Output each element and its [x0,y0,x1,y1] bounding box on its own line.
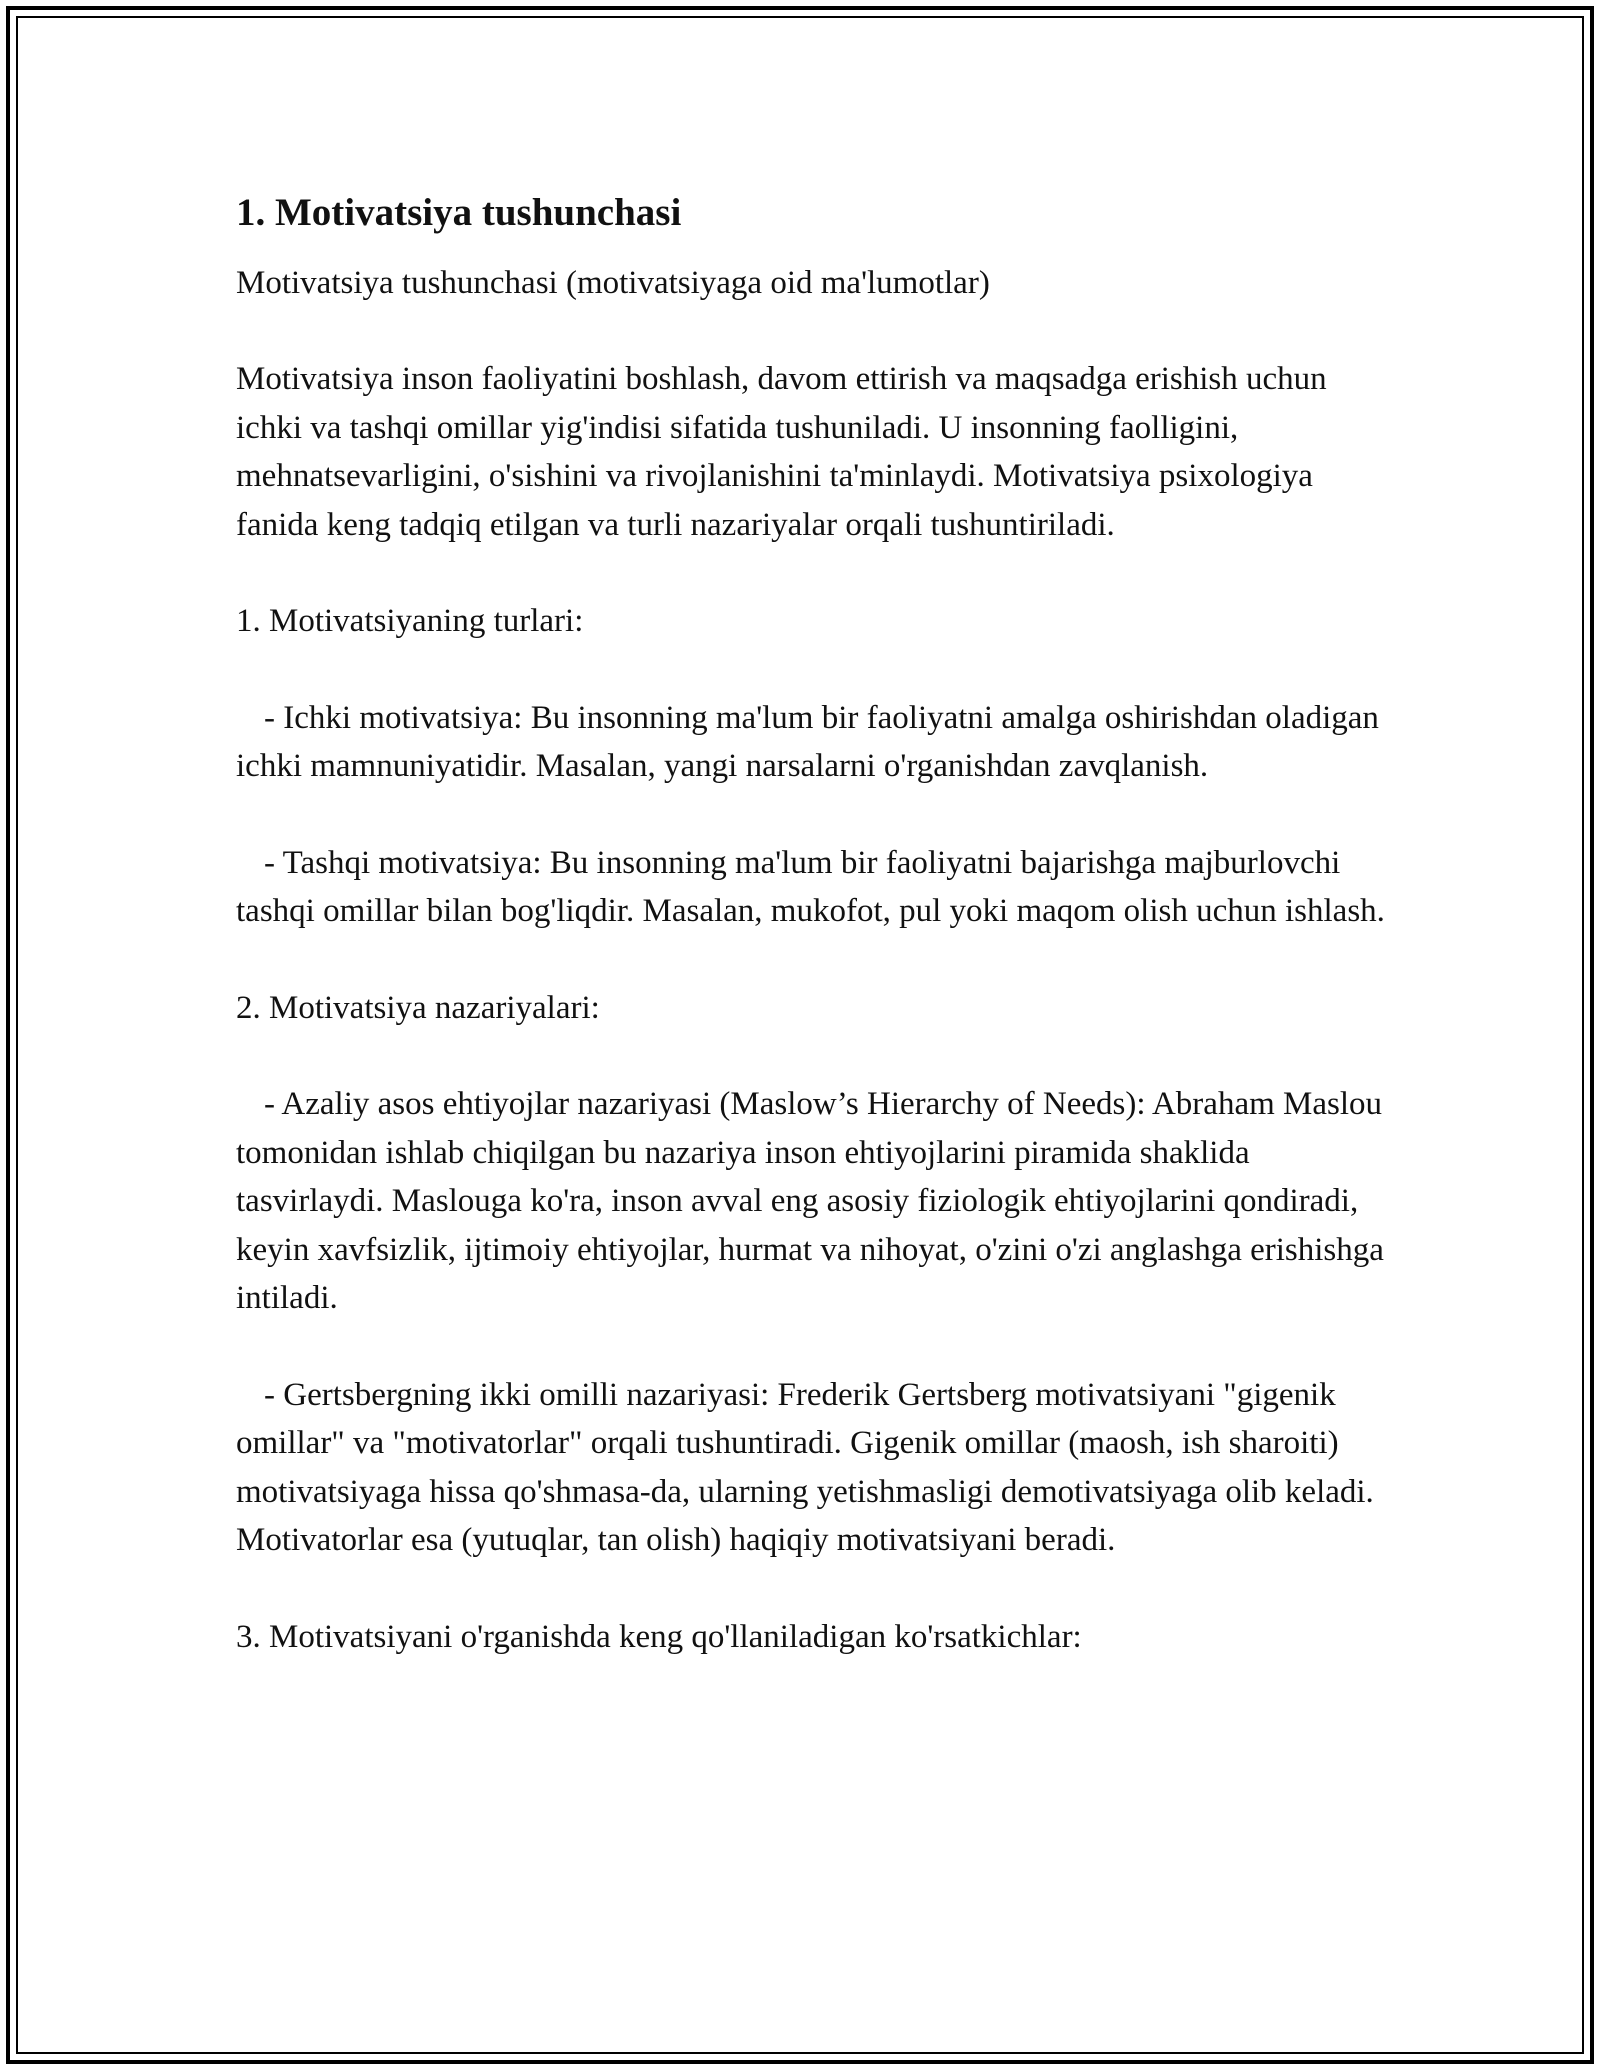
document-title: 1. Motivatsiya tushunchasi [236,191,682,234]
list-item-intrinsic-motivation: - Ichki motivatsiya: Bu insonning ma'lum bir faoliyatni amalga oshirishdan oladigan ichki mamnuniyatidir. Masalan, yangi narsalarni o'rganishdan zavqlanish. [236,699,1379,784]
list-item-extrinsic-motivation: - Tashqi motivatsiya: Bu insonning ma'lum bir faoliyatni bajarishga majburlovchi tashqi omillar bilan bog'liqdir. Masalan, mukofot, pul yoki maqom olish uchun ishlash. [236,844,1385,929]
document-subtitle: Motivatsiya tushunchasi (motivatsiyaga oid ma'lumotlar) [236,265,990,301]
intro-paragraph: Motivatsiya inson faoliyatini boshlash, davom ettirish va maqsadga erishish uchun ichki va tashqi omillar yig'indisi sifatida tushuniladi. U insonning faolligini, mehnatsevarligini, o'sishini va rivojlanishini ta'minlaydi. Motivatsiya psixologiya fanida keng tadqiq etilgan va turli nazariyalar orqali tushuntiriladi. [236,361,1327,543]
list-item-herzberg-theory: - Gertsbergning ikki omilli nazariyasi: Frederik Gertsberg motivatsiyani "gigenik omillar" va "motivatorlar" orqali tushuntiradi. Gigenik omillar (maosh, ish sharoiti) motivatsiyaga hissa qo'shmasa-da, ularning yetishmasligi demotivatsiyaga olib keladi. Motivatorlar esa (yutuqlar, tan olish) haqiqiy motivatsiyani beradi. [236,1376,1374,1558]
document-body [236,186,1386,1661]
section-heading-types: 1. Motivatsiyaning turlari: [236,603,584,639]
section-heading-indicators: 3. Motivatsiyani o'rganishda keng qo'llaniladigan ko'rsatkichlar: [236,1618,1082,1655]
section-heading-theories: 2. Motivatsiya nazariyalari: [236,989,600,1026]
list-item-maslow-theory: - Azaliy asos ehtiyojlar nazariyasi (Maslow’s Hierarchy of Needs): Abraham Maslou tomonidan ishlab chiqilgan bu nazariya inson ehtiyojlarini piramida shaklida tasvirlaydi. Maslouga ko'ra, inson avval eng asosiy fiziologik ehtiyojlarini qondiradi, keyin xavfsizlik, ijtimoiy ehtiyojlar, hurmat va nihoyat, o'zini o'zi anglashga erishishga intiladi. [236,1086,1384,1316]
